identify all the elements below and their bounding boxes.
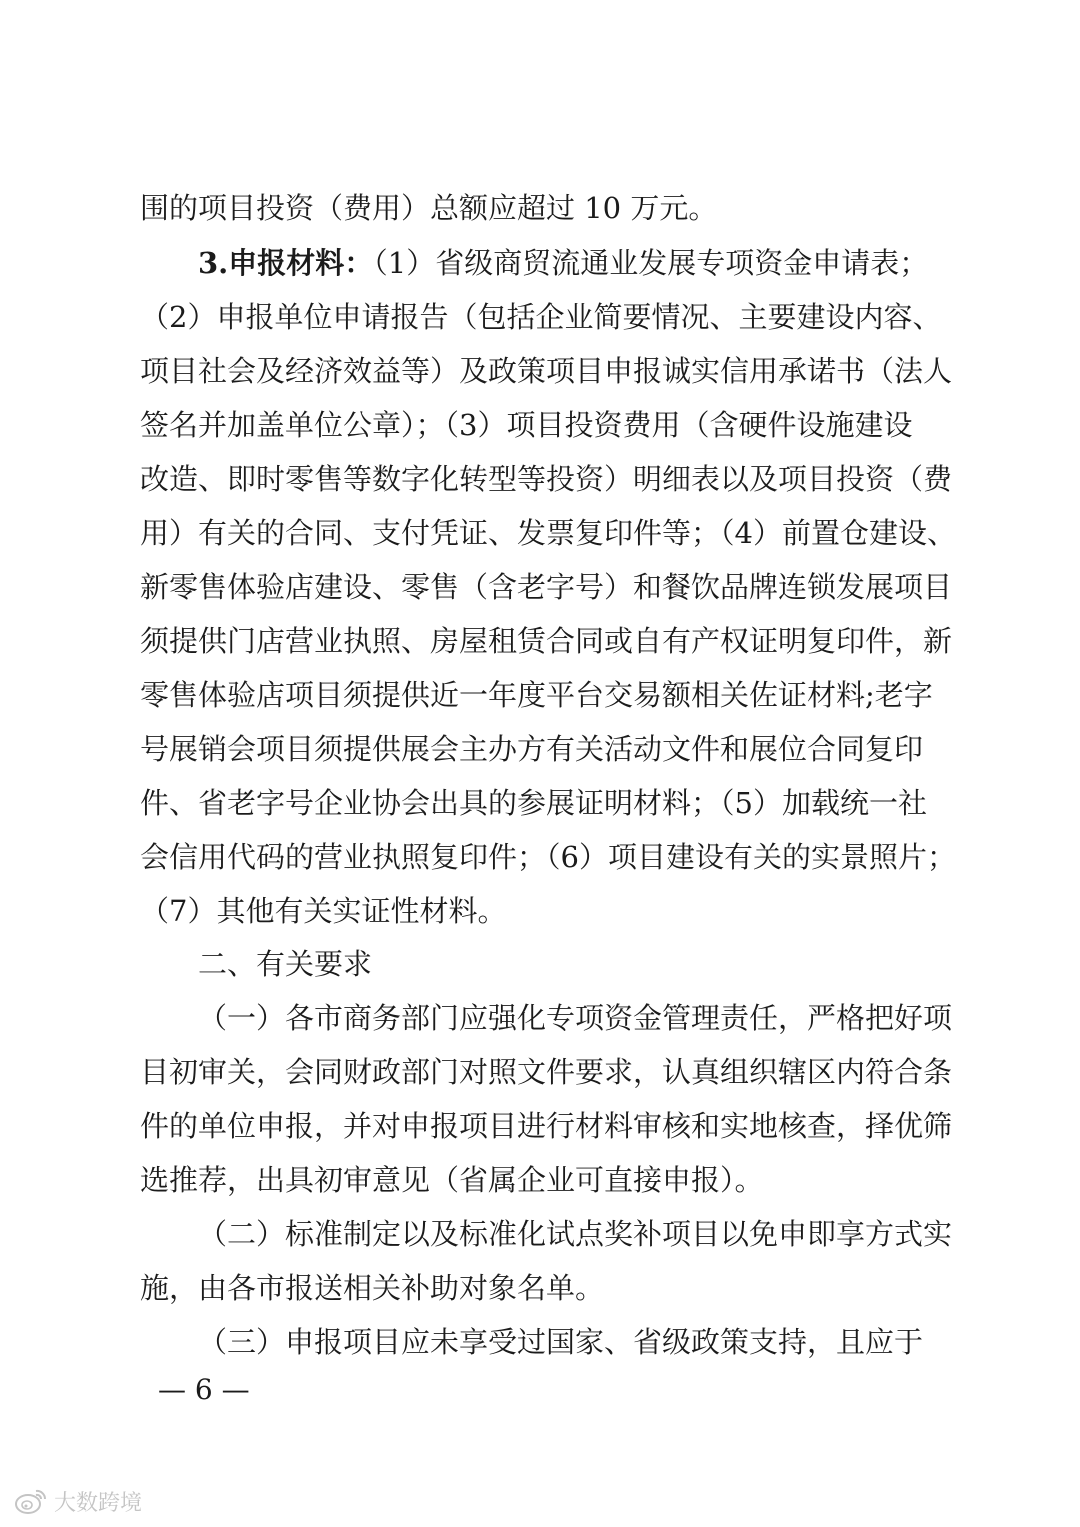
body-line: 选推荐，出具初审意见（省属企业可直接申报）。 bbox=[140, 1163, 764, 1197]
paragraph-start-3: （三）申报项目应未享受过国家、省级政策支持，且应于 bbox=[198, 1325, 924, 1359]
body-line: 号展销会项目须提供展会主办方有关活动文件和展位合同复印 bbox=[140, 732, 924, 766]
body-line: 改造、即时零售等数字化转型等投资）明细表以及项目投资（费 bbox=[140, 462, 953, 496]
materials-paragraph-start bbox=[198, 243, 928, 283]
body-line: 件的单位申报，并对申报项目进行材料审核和实地核查，择优筛 bbox=[140, 1109, 953, 1143]
body-line: 施，由各市报送相关补助对象名单。 bbox=[140, 1271, 605, 1305]
body-line: 零售体验店项目须提供近一年度平台交易额相关佐证材料;老字 bbox=[140, 678, 933, 712]
watermark-text: 大数跨境 bbox=[54, 1490, 143, 1516]
page-number: — 6 — bbox=[158, 1373, 250, 1406]
body-line: （2）申报单位申请报告（包括企业简要情况、主要建设内容、 bbox=[140, 300, 942, 334]
weibo-logo-icon bbox=[14, 1487, 48, 1515]
body-line: 须提供门店营业执照、房屋租赁合同或自有产权证明复印件，新 bbox=[140, 624, 953, 658]
body-line: 会信用代码的营业执照复印件；（6）项目建设有关的实景照片； bbox=[140, 840, 956, 874]
body-line-text: （1）省级商贸流通业发展专项资金申请表； bbox=[373, 246, 929, 280]
body-line: 项目社会及经济效益等）及政策项目申报诚实信用承诺书（法人 bbox=[140, 354, 953, 388]
body-line: 新零售体验店建设、零售（含老字号）和餐饮品牌连锁发展项目 bbox=[140, 570, 953, 604]
body-line: 目初审关，会同财政部门对照文件要求，认真组织辖区内符合条 bbox=[140, 1055, 953, 1089]
section-heading: 二、有关要求 bbox=[198, 947, 373, 981]
paragraph-start-1: （一）各市商务部门应强化专项资金管理责任，严格把好项 bbox=[198, 1001, 953, 1035]
watermark bbox=[14, 1484, 142, 1518]
body-line: 签名并加盖单位公章）；（3）项目投资费用（含硬件设施建设 bbox=[140, 408, 913, 442]
body-line: 围的项目投资（费用）总额应超过 10 万元。 bbox=[140, 191, 718, 225]
body-line: 件、省老字号企业协会出具的参展证明材料；（5）加载统一社 bbox=[140, 786, 927, 820]
body-line: （7）其他有关实证性材料。 bbox=[140, 894, 507, 928]
body-line: 用）有关的合同、支付凭证、发票复印件等；（4）前置仓建设、 bbox=[140, 516, 956, 550]
materials-label: 3.申报材料： bbox=[198, 246, 374, 280]
paragraph-start-2: （二）标准制定以及标准化试点奖补项目以免申即享方式实 bbox=[198, 1217, 953, 1251]
